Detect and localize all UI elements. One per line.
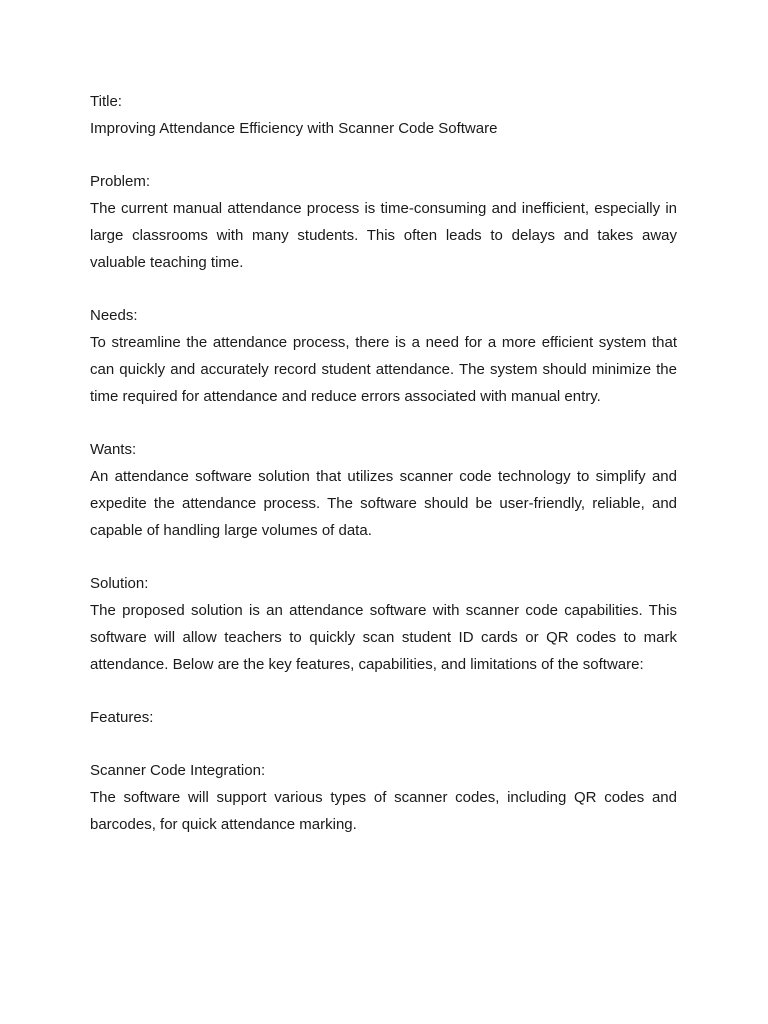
title-text: Improving Attendance Efficiency with Scanner Code Software xyxy=(90,120,498,137)
solution-section xyxy=(90,570,677,678)
problem-text: The current manual attendance process is time-consuming and inefficient, especially in large classrooms with many students. This often leads to delays and takes away valuable teaching time. xyxy=(90,200,677,271)
wants-label: Wants: xyxy=(90,441,137,458)
features-section xyxy=(90,704,677,731)
needs-section xyxy=(90,302,677,410)
features-label: Features: xyxy=(90,709,154,726)
title-label: Title: xyxy=(90,93,122,110)
needs-text: To streamline the attendance process, there is a need for a more efficient system that can quickly and accurately record student attendance. The system should minimize the time required for attendance and reduce errors associated with manual entry. xyxy=(90,334,677,405)
solution-text: The proposed solution is an attendance software with scanner code capabilities. This software will allow teachers to quickly scan student ID cards or QR codes to mark attendance. Below are the key features, capabilities, and limitations of the software: xyxy=(90,602,677,673)
problem-label: Problem: xyxy=(90,173,151,190)
problem-section xyxy=(90,168,677,276)
integration-section xyxy=(90,757,677,838)
solution-label: Solution: xyxy=(90,575,149,592)
wants-text: An attendance software solution that utilizes scanner code technology to simplify and expedite the attendance process. The software should be user-friendly, reliable, and capable of handling large volumes of data. xyxy=(90,468,677,539)
title-section xyxy=(90,88,677,142)
needs-label: Needs: xyxy=(90,307,138,324)
wants-section xyxy=(90,436,677,544)
integration-text: The software will support various types of scanner codes, including QR codes and barcodes, for quick attendance marking. xyxy=(90,789,677,833)
document-page xyxy=(90,88,677,864)
integration-label: Scanner Code Integration: xyxy=(90,762,266,779)
